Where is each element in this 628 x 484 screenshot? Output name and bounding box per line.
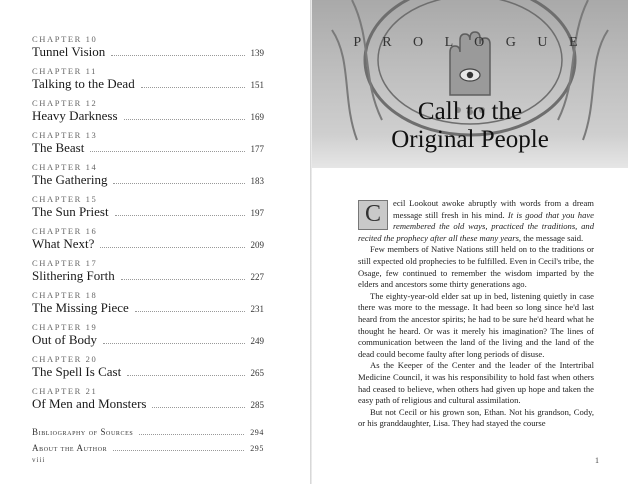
first-paragraph (358, 198, 594, 244)
drop-cap: C (358, 200, 388, 230)
toc-entry-19[interactable] (32, 322, 264, 354)
paragraph: But not Cecil or his grown son, Ethan. Not his grandson, Cody, or his granddaughter, Lisa. They had stayed the course (358, 406, 594, 429)
leader-dots (113, 450, 244, 451)
toc-entry-15[interactable] (32, 194, 264, 226)
toc-about-author[interactable] (32, 440, 264, 456)
chapter-number: CHAPTER 18 (32, 290, 98, 300)
page-number: 231 (250, 304, 264, 314)
leader-dots (90, 151, 244, 152)
page-number: 294 (250, 428, 264, 437)
toc-entry-20[interactable] (32, 354, 264, 386)
page-number: 139 (250, 48, 264, 58)
chapter-number: CHAPTER 20 (32, 354, 98, 364)
prologue-label: P R O L O G U E (353, 35, 587, 50)
toc-entry-16[interactable] (32, 226, 264, 258)
chapter-title: Talking to the Dead (32, 76, 135, 91)
title-line-1: Call to the (417, 98, 523, 125)
chapter-title: Heavy Darkness (32, 108, 118, 123)
toc-entry-13[interactable] (32, 130, 264, 162)
leader-dots (135, 311, 245, 312)
leader-dots (103, 343, 245, 344)
page-number: 209 (250, 240, 264, 250)
page-number: 169 (250, 112, 264, 122)
first-para-lead: ecil Lookout awoke abruptly with words from a dream message still fresh in his mind. (393, 198, 594, 220)
toc-entry-11[interactable] (32, 66, 264, 98)
page-number: 295 (250, 444, 264, 453)
leader-dots (111, 55, 244, 56)
chapter-title: The Gathering (32, 172, 108, 187)
first-para-tail: the message said. (523, 232, 584, 243)
chapter-number: CHAPTER 16 (32, 226, 98, 236)
table-of-contents (32, 34, 264, 456)
chapter-number: CHAPTER 14 (32, 162, 98, 172)
chapter-number: CHAPTER 15 (32, 194, 98, 204)
leader-dots (124, 119, 245, 120)
chapter-title: The Beast (32, 140, 85, 155)
chapter-title (312, 98, 628, 154)
right-page (312, 0, 628, 484)
page-number: 265 (250, 368, 264, 378)
page-number: 285 (250, 400, 264, 410)
folio-left: viii (32, 456, 46, 464)
folio-right: 1 (595, 456, 599, 465)
first-para-italic: It is good that you have remembered the old ways, practiced the traditions, and recited the prophecy after all these many years, (358, 209, 594, 243)
extra-title: Bibliography of Sources (32, 427, 134, 437)
chapter-title: Slithering Forth (32, 268, 115, 283)
paragraph: The eighty-year-old elder sat up in bed, listening quietly in case there was more to the message. It had been so long since he'd last heard from the ancestor spirits; he had to be sure he'd heard what he thought he heard. Or was it merely his imagination? The lines of communication between the land of the living and the land of the dead could become faulty after long periods of disuse. (358, 290, 594, 359)
toc-entry-21[interactable] (32, 386, 264, 418)
toc-entry-18[interactable] (32, 290, 264, 322)
leader-dots (152, 407, 244, 408)
leader-dots (115, 215, 245, 216)
page-number: 151 (250, 80, 264, 90)
page-number: 183 (250, 176, 264, 186)
page-number: 227 (250, 272, 264, 282)
prologue-body (358, 198, 594, 430)
header-illustration (312, 0, 628, 168)
chapter-title: Out of Body (32, 332, 97, 347)
title-line-2: Original People (391, 126, 549, 153)
paragraph: Few members of Native Nations still held on to the traditions or still expected old prophecies to be fulfilled. Even in Cecil's tribe, the Osage, few continued to remember the wisdom imparted by the elders and ancestors some thirty generations ago. (358, 244, 594, 290)
chapter-title: The Missing Piece (32, 300, 129, 315)
chapter-title: The Sun Priest (32, 204, 109, 219)
toc-bibliography[interactable] (32, 424, 264, 440)
chapter-number: CHAPTER 10 (32, 34, 98, 44)
leader-dots (139, 434, 244, 435)
chapter-title: The Spell Is Cast (32, 364, 122, 379)
toc-entry-17[interactable] (32, 258, 264, 290)
page-number: 197 (250, 208, 264, 218)
chapter-title: What Next? (32, 236, 95, 251)
chapter-number: CHAPTER 11 (32, 66, 98, 76)
chapter-title: Of Men and Monsters (32, 396, 147, 411)
chapter-number: CHAPTER 17 (32, 258, 98, 268)
chapter-number: CHAPTER 12 (32, 98, 98, 108)
paragraph: As the Keeper of the Center and the leader of the Intertribal Medicine Council, it was his responsibility to hold fast when others had ceased to believe, when others had given up hope and taken the easy path of religious and cultural assimilation. (358, 360, 594, 406)
page-number: 177 (250, 144, 264, 154)
chapter-number: CHAPTER 19 (32, 322, 98, 332)
leader-dots (121, 279, 245, 280)
leader-dots (113, 183, 244, 184)
toc-entry-10[interactable] (32, 34, 264, 66)
extra-title: About the Author (32, 443, 108, 453)
chapter-title: Tunnel Vision (32, 44, 106, 59)
leader-dots (100, 247, 244, 248)
toc-entry-12[interactable] (32, 98, 264, 130)
leader-dots (141, 87, 245, 88)
chapter-number: CHAPTER 21 (32, 386, 98, 396)
toc-entry-14[interactable] (32, 162, 264, 194)
left-page (0, 0, 311, 484)
leader-dots (127, 375, 244, 376)
page-number: 249 (250, 336, 264, 346)
chapter-number: CHAPTER 13 (32, 130, 98, 140)
